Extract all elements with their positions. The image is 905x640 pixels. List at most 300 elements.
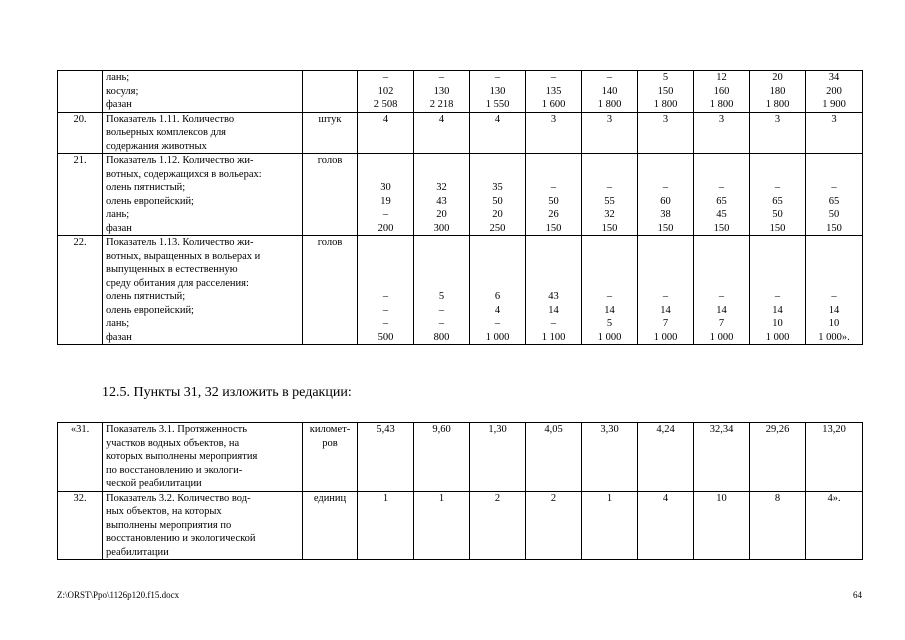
value-cell-line: – [550,318,557,329]
value-cell-line: 1 800 [653,99,678,110]
unit-cell [303,112,358,154]
value-cell [414,71,470,113]
value-cell-line: 500 [377,331,394,343]
value-cell-line: 150 [769,222,786,234]
value-cell-line: 1 800 [765,99,790,110]
value-cell-line: 1 900 [822,99,846,110]
value-cell-line [695,263,748,277]
value-cell-line: – [382,209,389,220]
value-cell-line [751,250,804,264]
indicator-name-line: которых выполнены мероприятия [106,451,258,462]
value-cell-line: – [382,318,389,329]
value-cell-line [751,168,804,182]
value-cell-line [471,277,524,291]
value-cell [414,491,470,560]
value-cell-line: 14 [604,304,615,316]
value-cell-line: 3,30 [600,424,619,435]
value-cell-line: 4,24 [656,424,675,435]
indicator-name [103,236,303,345]
value-cell-line: 3 [718,113,725,125]
indicator-name-line: вотных, выращенных в вольерах и [106,250,261,262]
value-cell-line [471,168,524,182]
value-cell [750,236,806,345]
indicator-name-line: Показатель 1.12. Количество жи- [106,155,254,166]
value-cell-line [471,236,524,250]
indicator-name-line: фазан [106,99,132,110]
value-cell-line [415,277,468,291]
value-cell-line [751,154,804,168]
value-cell-line: 1 [382,492,389,504]
table-row [58,71,863,113]
value-cell-line [415,250,468,264]
value-cell [638,491,694,560]
indicator-name-line: фазан [106,222,132,234]
indicator-name-line: лань; [106,209,130,220]
indicator-name-line: Показатель 1.13. Количество жи- [106,237,254,248]
value-cell [750,112,806,154]
unit-cell-line: километ- [309,424,351,435]
value-cell [582,491,638,560]
value-cell-line [359,277,412,291]
table-row [58,423,863,492]
value-cell-line [807,236,861,250]
value-cell-line: 1,30 [488,424,507,435]
value-cell [638,423,694,492]
value-cell-line: 1 [438,492,445,504]
value-cell [582,154,638,236]
value-cell [526,71,582,113]
value-cell [638,236,694,345]
value-cell-line: 2 218 [429,99,454,110]
value-cell-line: 1 600 [541,99,566,110]
value-cell-line: 45 [716,209,727,220]
value-cell-line: – [438,318,445,329]
value-cell-line [583,236,636,250]
value-cell [414,112,470,154]
value-cell-line [751,236,804,250]
value-cell-line: 3 [550,113,557,125]
value-cell-line [751,277,804,291]
value-cell-line: 50 [548,195,559,207]
value-cell-line: 43 [436,195,447,207]
value-cell [414,236,470,345]
value-cell [582,71,638,113]
value-cell-line: 4 [438,113,445,125]
value-cell [358,71,414,113]
value-cell-line [583,277,636,291]
value-cell-line [359,250,412,264]
value-cell-line [527,277,580,291]
value-cell-line: 150 [826,222,842,234]
indicator-name-line: Показатель 1.11. Количество [106,113,235,125]
value-cell [694,112,750,154]
value-cell-line: 14 [716,304,727,316]
value-cell-line: 102 [377,85,394,97]
value-cell [526,491,582,560]
value-cell-line: 55 [604,195,615,207]
value-cell [358,491,414,560]
value-cell-line: 5 [606,318,613,329]
value-cell-line: – [382,72,389,83]
value-cell-line: 160 [713,85,730,97]
value-cell-line [415,154,468,168]
value-cell [694,491,750,560]
value-cell-line [527,154,580,168]
value-cell-line: – [662,182,669,193]
value-cell [694,423,750,492]
value-cell-line: – [382,291,389,302]
value-cell [470,112,526,154]
value-cell-line: 50 [492,195,503,207]
indicator-name-line: среду обитания для расселения: [106,277,249,289]
value-cell-line: 140 [601,85,618,97]
value-cell-line [527,250,580,264]
value-cell [470,236,526,345]
value-cell-line: 26 [548,209,559,220]
unit-cell [303,71,358,113]
unit-cell-line: голов [317,237,343,248]
row-number: 20. [58,112,103,154]
value-cell-line [359,263,412,277]
value-cell-line: 3 [831,113,837,125]
value-cell [526,423,582,492]
value-cell-line: – [550,72,557,83]
value-cell-line: 20 [492,209,503,220]
value-cell-line: 4 [494,113,501,125]
value-cell-line: – [606,291,613,302]
page-number: 64 [853,590,862,600]
value-cell-line [415,168,468,182]
unit-cell-line: голов [317,155,343,166]
value-cell-line [359,236,412,250]
value-cell [806,154,863,236]
indicator-name-line: олень пятнистый; [106,291,186,302]
value-cell [806,112,863,154]
value-cell-line [359,154,412,168]
value-cell-line: 32 [604,209,615,220]
value-cell-line: – [550,182,557,193]
table-row [58,236,863,345]
value-cell-line: 4 [382,113,389,125]
value-cell-line: 13,20 [822,424,846,435]
value-cell-line: 7 [662,318,669,329]
value-cell-line: 4». [827,492,841,504]
value-cell [750,154,806,236]
value-cell-line: 30 [380,182,391,193]
value-cell-line: 1 800 [709,99,734,110]
value-cell-line [583,168,636,182]
value-cell-line: – [494,72,501,83]
value-cell-line: 2 508 [373,99,398,110]
value-cell [358,423,414,492]
indicator-name [103,154,303,236]
value-cell-line [807,250,861,264]
value-cell-line: – [831,182,837,193]
value-cell-line: – [606,72,613,83]
indicator-name-line: участков водных объектов, на [106,437,240,449]
value-cell-line: 5,43 [376,424,395,435]
value-cell-line: 35 [492,182,503,193]
value-cell-line: 9,60 [432,424,451,435]
value-cell-line: 150 [657,85,674,97]
value-cell-line [695,236,748,250]
value-cell-line [807,154,861,168]
indicator-name-line: восстановлению и экологической [106,533,256,544]
indicator-name [103,423,303,492]
value-cell-line: 200 [377,222,394,234]
value-cell-line: – [718,182,725,193]
indicator-name [103,71,303,113]
value-cell-line: 1 000». [818,331,850,343]
value-cell [806,71,863,113]
value-cell-line: 150 [545,222,562,234]
value-cell [358,112,414,154]
value-cell-line: 7 [718,318,725,329]
value-cell [694,154,750,236]
indicator-name-line: косуля; [106,85,139,97]
indicator-name-line: выполнены мероприятия по [106,519,232,531]
value-cell [806,236,863,345]
value-cell-line [415,236,468,250]
unit-cell-line [306,71,354,85]
indicator-name-line: Показатель 3.2. Количество вод- [106,492,251,504]
value-cell-line: 1 000 [765,331,790,343]
value-cell-line: 14 [548,304,559,316]
value-cell [470,154,526,236]
value-cell-line [639,236,692,250]
value-cell [526,154,582,236]
indicator-name-line: по восстановлению и экологи- [106,464,243,476]
value-cell-line: – [718,291,725,302]
value-cell-line: 1 000 [709,331,734,343]
value-cell-line: 65 [828,195,840,207]
value-cell-line: – [606,182,613,193]
row-number: 21. [58,154,103,236]
value-cell [750,423,806,492]
value-cell-line: 10 [716,492,727,504]
value-cell-line: 1 100 [541,331,566,343]
value-cell-line [695,277,748,291]
value-cell-line: 65 [772,195,783,207]
value-cell-line: 20 [436,209,447,220]
value-cell-line: 2 [494,492,501,504]
value-cell-line: 29,26 [765,424,790,435]
value-cell [750,71,806,113]
value-cell-line: 34 [828,72,840,83]
value-cell-line: 1 550 [485,99,510,110]
indicator-name-line: ных объектов, на которых [106,506,222,517]
value-cell [638,112,694,154]
value-cell-line: 250 [489,222,506,234]
value-cell [750,491,806,560]
value-cell-line: – [774,291,781,302]
value-cell-line: 50 [772,209,783,220]
value-cell-line [527,168,580,182]
value-cell [358,236,414,345]
indicator-name-line: фазан [106,331,132,343]
unit-cell [303,491,358,560]
value-cell-line [639,154,692,168]
indicator-name-line: олень европейский; [106,195,194,207]
value-cell [526,236,582,345]
value-cell-line [639,277,692,291]
value-cell-line: 5 [438,291,445,302]
value-cell-line: 14 [828,304,840,316]
value-cell [470,71,526,113]
value-cell-line: 1 000 [597,331,622,343]
value-cell-line: 1 800 [597,99,622,110]
value-cell-line: 14 [772,304,783,316]
value-cell [806,423,863,492]
value-cell-line: 65 [716,195,727,207]
indicator-name-line: Показатель 3.1. Протяженность [106,424,248,435]
value-cell-line [527,263,580,277]
value-cell-line: 2 [550,492,557,504]
value-cell-line [471,154,524,168]
unit-cell-line: единиц [313,492,347,504]
value-cell-line: 60 [660,195,671,207]
indicator-name-line: вольерных комплексов для [106,127,227,138]
value-cell-line [807,168,861,182]
value-cell-line: – [831,291,837,302]
value-cell-line: 19 [380,195,391,207]
indicator-name [103,491,303,560]
value-cell-line: 32 [436,182,447,193]
value-cell-line [583,250,636,264]
value-cell [414,423,470,492]
value-cell-line: 50 [828,209,840,220]
value-cell-line: 32,34 [709,424,734,435]
value-cell-line [471,250,524,264]
indicator-name-line: лань; [106,72,130,83]
value-cell-line: – [662,291,669,302]
unit-cell-line: штук [318,113,342,125]
value-cell-line: 180 [769,85,786,97]
value-cell-line: 135 [545,85,562,97]
indicator-name-line: вотных, содержащихся в вольерах: [106,168,262,180]
value-cell [582,112,638,154]
indicators-table-1 [57,70,863,345]
value-cell [582,423,638,492]
footer-file-path: Z:\ORST\Ppo\1126p120.f15.docx [57,590,180,600]
value-cell-line: 12 [716,72,727,83]
value-cell-line [359,168,412,182]
value-cell [582,236,638,345]
value-cell [358,154,414,236]
value-cell-line: 10 [828,318,840,329]
value-cell [470,423,526,492]
indicators-table-2 [57,422,863,560]
value-cell-line: 20 [772,72,783,83]
value-cell-line [415,263,468,277]
value-cell-line [807,277,861,291]
value-cell-line: – [774,182,781,193]
value-cell [470,491,526,560]
value-cell-line: 300 [433,222,450,234]
unit-cell-line: ров [322,437,338,449]
row-number: 32. [58,491,103,560]
value-cell-line: 150 [657,222,674,234]
value-cell-line: 800 [433,331,450,343]
value-cell-line: 1 [606,492,613,504]
value-cell [414,154,470,236]
value-cell-line [751,263,804,277]
value-cell-line [807,263,861,277]
value-cell [806,491,863,560]
table-row [58,491,863,560]
row-number [58,71,103,113]
value-cell-line: – [494,318,501,329]
row-number: 22. [58,236,103,345]
value-cell-line [583,263,636,277]
value-cell-line: 150 [713,222,730,234]
value-cell-line: 150 [601,222,618,234]
value-cell-line: 6 [494,291,501,302]
indicator-name-line: ческой реабилитации [106,478,202,489]
value-cell-line: 130 [489,85,506,97]
value-cell [526,112,582,154]
value-cell-line [471,263,524,277]
value-cell-line [639,263,692,277]
value-cell-line: 130 [433,85,450,97]
section-heading: 12.5. Пункты 31, 32 изложить в редакции: [102,385,352,400]
unit-cell [303,236,358,345]
table-row [58,154,863,236]
indicator-name-line: реабилитации [106,546,169,558]
value-cell [638,71,694,113]
value-cell-line: 4 [662,492,669,504]
value-cell-line: 43 [548,291,559,302]
value-cell-line: 38 [660,209,671,220]
value-cell [694,236,750,345]
indicator-name [103,112,303,154]
unit-cell [303,154,358,236]
value-cell-line [695,168,748,182]
value-cell-line: 4,05 [544,424,563,435]
indicator-name-line: лань; [106,318,130,329]
indicator-name-line: выпущенных в естественную [106,264,238,275]
value-cell-line [695,250,748,264]
row-number: «31. [58,423,103,492]
table-row [58,112,863,154]
indicator-name-line: олень европейский; [106,304,194,316]
value-cell-line [583,154,636,168]
value-cell-line: 3 [662,113,669,125]
value-cell-line: 3 [774,113,781,125]
value-cell-line [639,168,692,182]
value-cell-line: 14 [660,304,671,316]
value-cell-line [639,250,692,264]
value-cell-line [527,236,580,250]
value-cell-line: 5 [662,72,669,83]
value-cell [638,154,694,236]
value-cell-line: 200 [826,85,842,97]
value-cell-line: – [438,72,445,83]
value-cell-line: 10 [772,318,783,329]
value-cell-line: 1 000 [485,331,510,343]
value-cell-line [695,154,748,168]
unit-cell [303,423,358,492]
value-cell-line: 4 [494,304,501,316]
value-cell-line: – [382,304,389,316]
value-cell-line: – [438,304,445,316]
value-cell-line: 8 [774,492,781,504]
value-cell-line: 3 [606,113,613,125]
indicator-name-line: содержания животных [106,140,207,152]
value-cell [694,71,750,113]
value-cell-line: 1 000 [653,331,678,343]
indicator-name-line: олень пятнистый; [106,182,186,193]
